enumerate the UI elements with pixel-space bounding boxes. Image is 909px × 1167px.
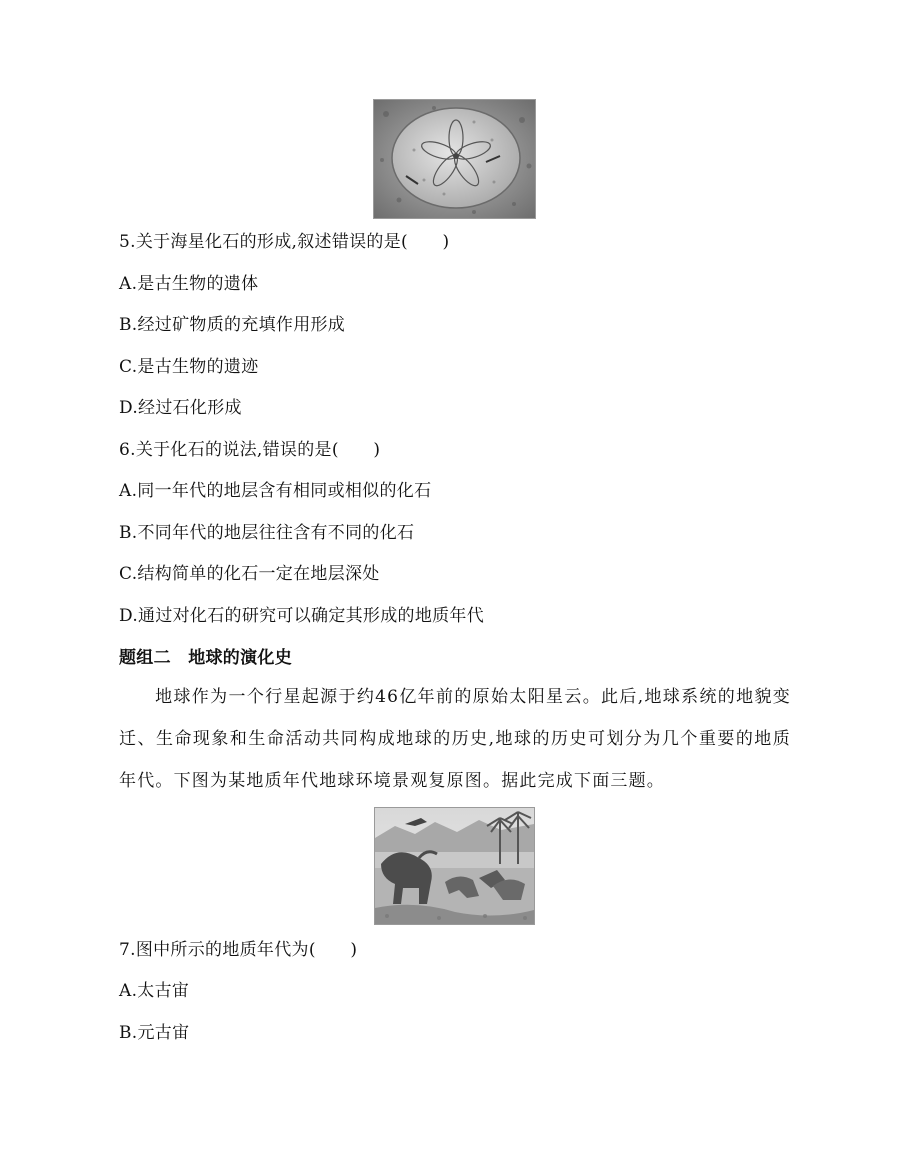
question-6-option-b: B.不同年代的地层往往含有不同的化石 bbox=[119, 523, 415, 543]
question-7-option-b: B.元古宙 bbox=[119, 1023, 190, 1043]
intro-paragraph bbox=[119, 676, 791, 802]
question-6-option-a: A.同一年代的地层含有相同或相似的化石 bbox=[119, 481, 432, 501]
fossil-image bbox=[373, 99, 536, 219]
question-5-option-b: B.经过矿物质的充填作用形成 bbox=[119, 315, 346, 335]
landscape-illustration bbox=[375, 808, 534, 924]
intro-text: 地球作为一个行星起源于约46亿年前的原始太阳星云。此后,地球系统的地貌变迁、生命现象和生命活动共同构成地球的历史,地球的历史可划分为几个重要的地质年代。下图为某地质年代地球环境景观复原图。据此完成下面三题。 bbox=[119, 687, 791, 791]
question-6-option-c: C.结构简单的化石一定在地层深处 bbox=[119, 564, 380, 584]
question-7-option-a: A.太古宙 bbox=[119, 981, 190, 1001]
landscape-image bbox=[374, 807, 535, 925]
question-5-option-a: A.是古生物的遗体 bbox=[119, 274, 259, 294]
question-6-stem: 6.关于化石的说法,错误的是( ) bbox=[119, 440, 381, 460]
fossil-illustration bbox=[374, 100, 535, 218]
section-heading: 题组二 地球的演化史 bbox=[119, 648, 292, 668]
question-5-stem: 5.关于海星化石的形成,叙述错误的是( ) bbox=[119, 232, 450, 252]
question-5-option-c: C.是古生物的遗迹 bbox=[119, 357, 259, 377]
question-6-option-d: D.通过对化石的研究可以确定其形成的地质年代 bbox=[119, 606, 485, 626]
question-7-stem: 7.图中所示的地质年代为( ) bbox=[119, 940, 358, 960]
question-5-option-d: D.经过石化形成 bbox=[119, 398, 242, 418]
